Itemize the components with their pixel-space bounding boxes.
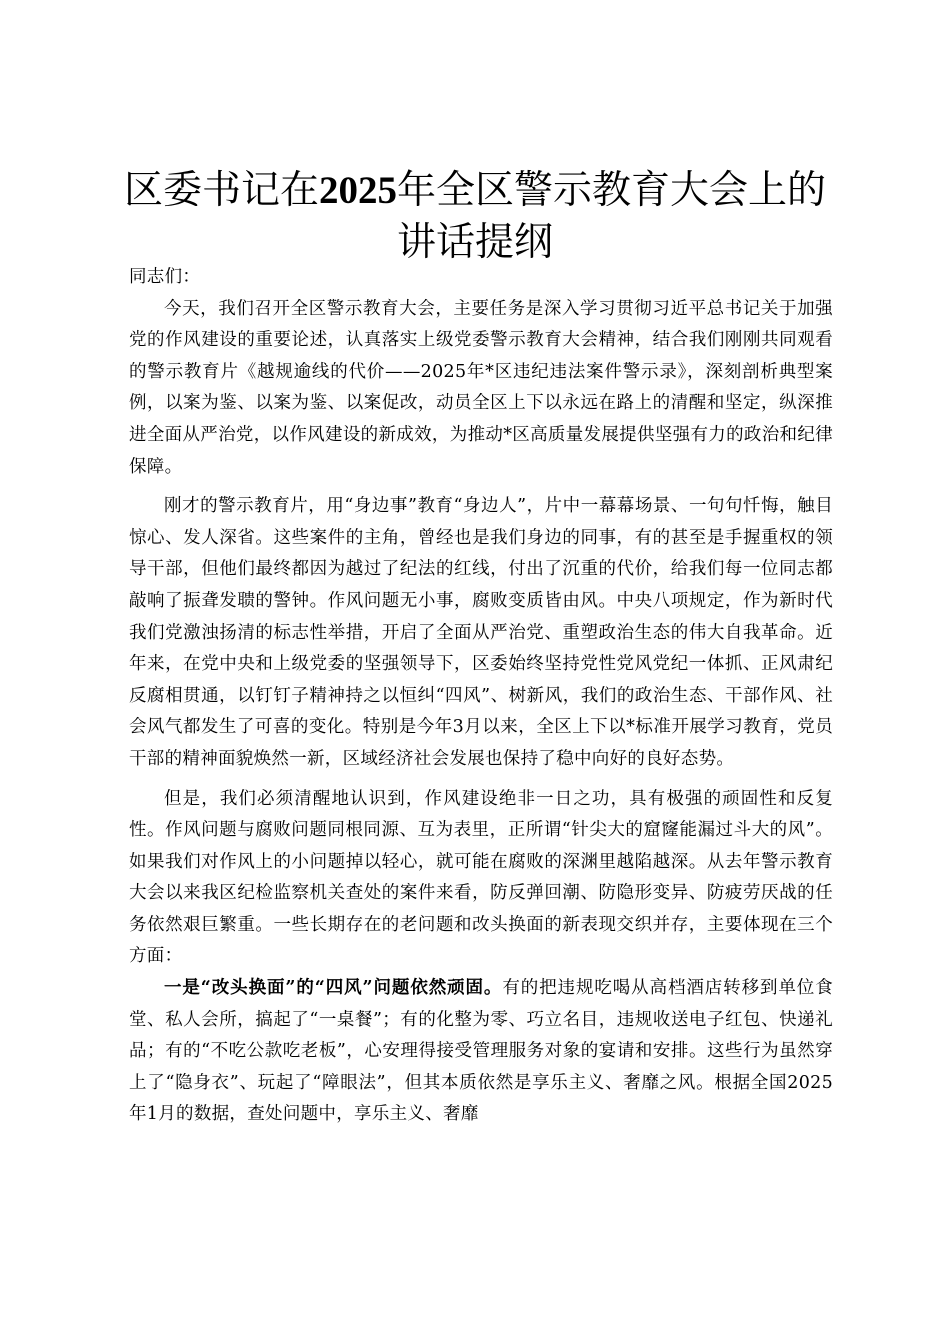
paragraph-4 [129, 973, 833, 1131]
point-1-text: 有的把违规吃喝从高档酒店转移到单位食堂、私人会所，搞起了“一桌餐”；有的化整为零、巧立名目，违规收送电子红包、快递礼品；有的“不吃公款吃老板”，心安理得接受管理服务对象的宴请和安排。这些行为虽然穿上了“隐身衣”、玩起了“障眼法”，但其本质依然是享乐主义、奢靡之风。根据全国2025年1月的数据，查处问题中，享乐主义、奢靡 [129, 978, 834, 1125]
salutation: 同志们： [129, 267, 201, 287]
paragraph-1: 今天，我们召开全区警示教育大会，主要任务是深入学习贯彻习近平总书记关于加强党的作风建设的重要论述，认真落实上级党委警示教育大会精神，结合我们刚刚共同观看的警示教育片《越规逾线的代价——2025年*区违纪违法案件警示录》，深刻剖析典型案例，以案为鉴、以案为鉴、以案促改，动员全区上下以永远在路上的清醒和坚定，纵深推进全面从严治党，以作风建设的新成效，为推动*区高质量发展提供坚强有力的政治和纪律保障。 [129, 298, 833, 477]
paragraph-3: 但是，我们必须清醒地认识到，作风建设绝非一日之功，具有极强的顽固性和反复性。作风问题与腐败问题同根同源、互为表里，正所谓“针尖大的窟窿能漏过斗大的风”。如果我们对作风上的小问题掉以轻心，就可能在腐败的深渊里越陷越深。从去年警示教育大会以来我区纪检监察机关查处的案件来看，防反弹回潮、防隐形变异、防疲劳厌战的任务依然艰巨繁重。一些长期存在的老问题和改头换面的新表现交织并存，主要体现在三个方面： [129, 788, 833, 967]
point-1-heading: 一是“改头换面”的“四风”问题依然顽固。 [164, 978, 503, 999]
paragraph-2: 刚才的警示教育片，用“身边事”教育“身边人”，片中一幕幕场景、一句句忏悔，触目惊心、发人深省。这些案件的主角，曾经也是我们身边的同事，有的甚至是手握重权的领导干部，但他们最终都因为越过了纪法的红线，付出了沉重的代价，给我们每一位同志都敲响了振聋发聩的警钟。作风问题无小事，腐败变质皆由风。中央八项规定，作为新时代我们党激浊扬清的标志性举措，开启了全面从严治党、重塑政治生态的伟大自我革命。近年来，在党中央和上级党委的坚强领导下，区委始终坚持党性党风党纪一体抓、正风肃纪反腐相贯通，以钉钉子精神持之以恒纠“四风”、树新风，我们的政治生态、干部作风、社会风气都发生了可喜的变化。特别是今年3月以来，全区上下以*标准开展学习教育，党员干部的精神面貌焕然一新，区域经济社会发展也保持了稳中向好的良好态势。 [129, 496, 833, 769]
title-part-1: 区委书记在 [123, 168, 319, 213]
page-title [110, 165, 840, 269]
document-body [129, 262, 833, 1131]
title-year: 2025 [319, 169, 397, 212]
title-part-2: 年全区警示教育大会上的讲话提纲 [396, 168, 827, 265]
